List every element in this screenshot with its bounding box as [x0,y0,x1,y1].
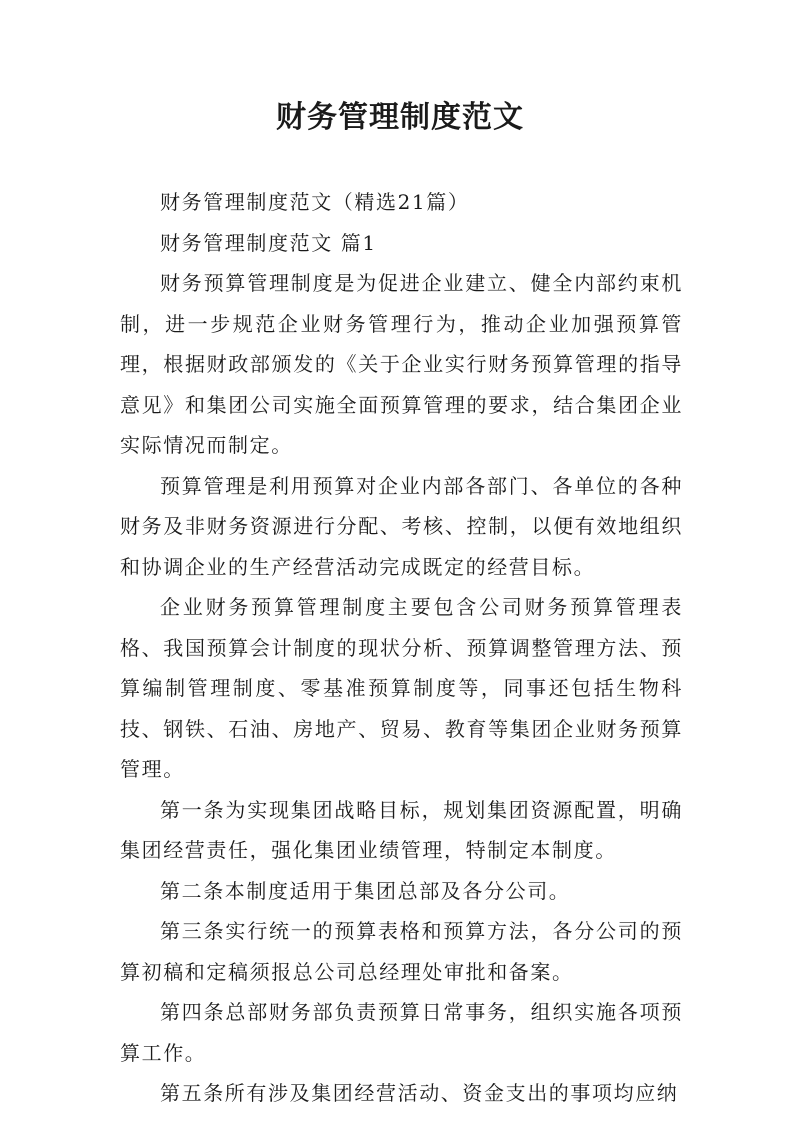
paragraph-scope-contents: 企业财务预算管理制度主要包含公司财务预算管理表格、我国预算会计制度的现状分析、预算调整管理方法、预算编制管理制度、零基准预算制度等，同事还包括生物科技、钢铁、石油、房地产、贸易、教育等集团企业财务预算管理。 [120,595,683,781]
paragraph-article-5: 第五条所有涉及集团经营活动、资金支出的事项均应纳 [160,1081,679,1105]
paragraph-collection-heading: 财务管理制度范文（精选21篇） [160,190,470,214]
paragraph-article-4: 第四条总部财务部负责预算日常事务，组织实施各项预算工作。 [120,1000,683,1065]
document-body [120,182,683,1114]
paragraph-article-3: 第三条实行统一的预算表格和预算方法，各分公司的预算初稿和定稿须报总公司总经理处审批和备案。 [120,919,683,984]
paragraph-article-1: 第一条为实现集团战略目标，规划集团资源配置，明确集团经营责任，强化集团业绩管理，特制定本制度。 [120,797,683,862]
document-title: 财务管理制度范文 [276,100,524,135]
paragraph-intro: 财务预算管理制度是为促进企业建立、健全内部约束机制，进一步规范企业财务管理行为，推动企业加强预算管理，根据财政部颁发的《关于企业实行财务预算管理的指导意见》和集团公司实施全面预算管理的要求，结合集团企业实际情况而制定。 [120,271,683,457]
paragraph-definition: 预算管理是利用预算对企业内部各部门、各单位的各种财务及非财务资源进行分配、考核、控制，以便有效地组织和协调企业的生产经营活动完成既定的经营目标。 [120,473,683,579]
paragraph-article-heading: 财务管理制度范文 篇1 [160,230,377,255]
paragraph-article-2: 第二条本制度适用于集团总部及各分公司。 [160,878,571,903]
